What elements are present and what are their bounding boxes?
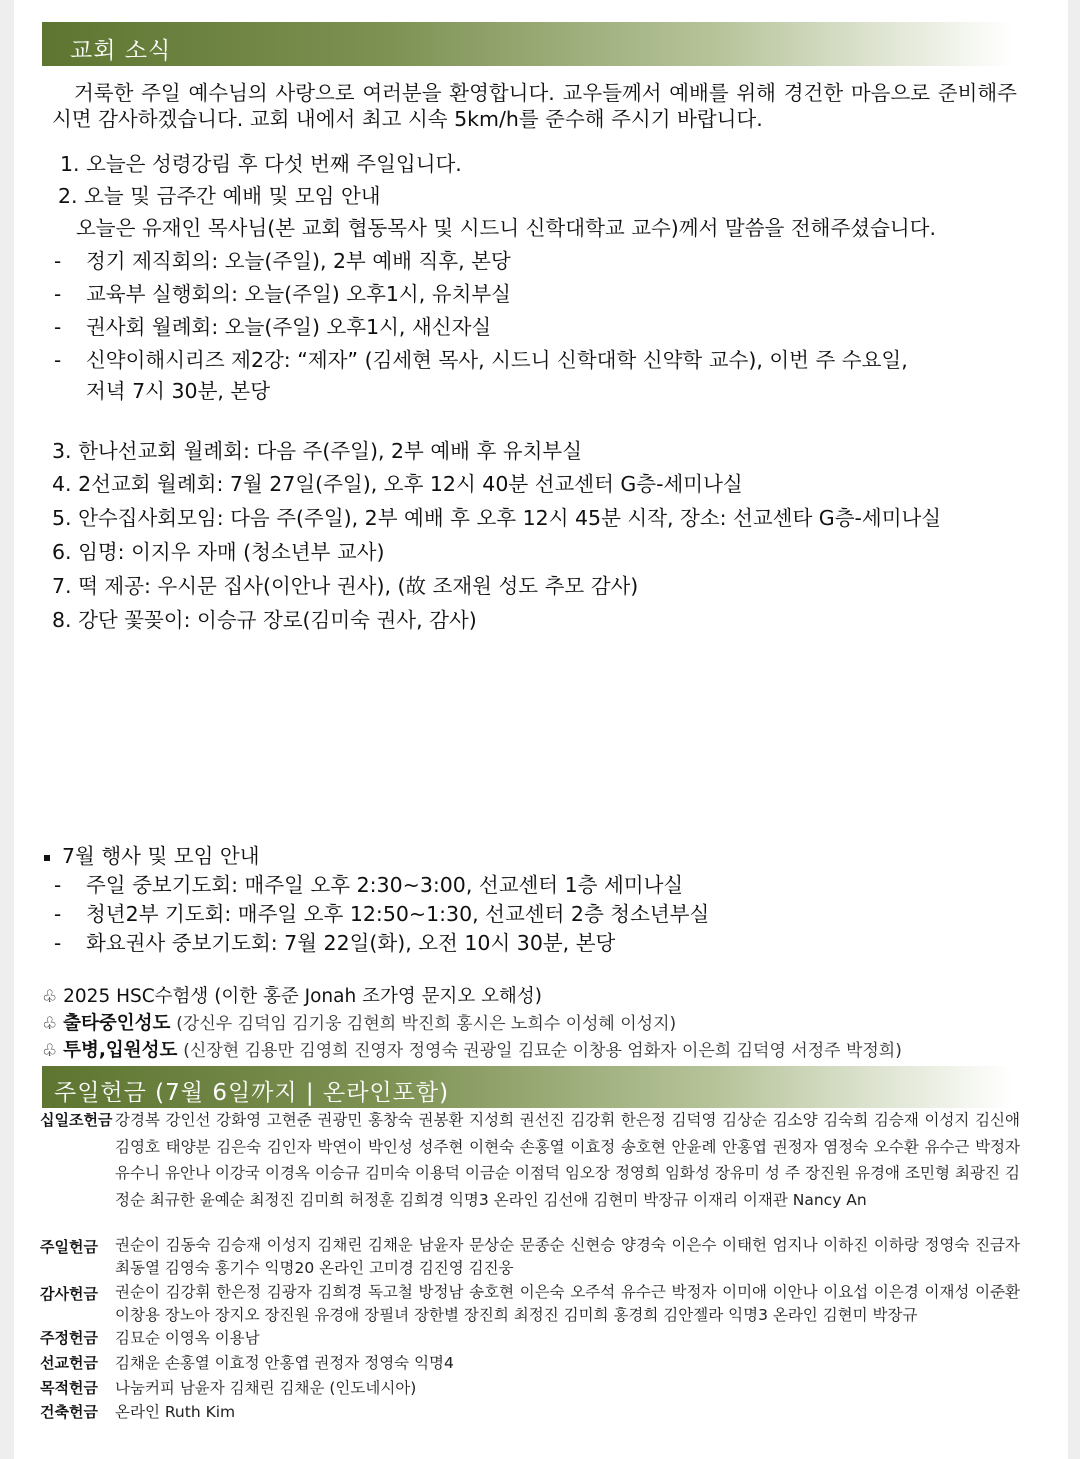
news-item-2: 2. 오늘 및 금주간 예배 및 모임 안내	[58, 184, 381, 208]
july-item-youth-prayer: 청년2부 기도회: 매주일 오후 12:50~1:30, 선교센터 2층 청소년부실	[86, 902, 710, 926]
hsc-names: (이한 홍준 Jonah 조가영 문지오 오해성)	[214, 986, 542, 1007]
sub-item-nt-series-cont: 저녁 7시 30분, 본당	[86, 379, 271, 403]
news-item-8: 8. 강단 꽃꽂이: 이승규 장로(김미숙 권사, 감사)	[52, 608, 477, 632]
hsc-label: 2025 HSC수험생	[63, 986, 209, 1007]
dash-marker: -	[54, 873, 62, 897]
hsc-students-line	[42, 984, 542, 1010]
offering-names-tithe: 강경복 강인선 강화영 고현준 권광민 홍창숙 권봉환 지성희 권선진 김강휘 한은정 김덕영 김상순 김소양 김숙희 김승재 이성지 김신애 김영호 태양분 김은숙 김인자 박연이 박인성 성주현 이현숙 손홍열 이효정 송호현 안윤례 안홍엽 권정자 염정숙 오수환 유수근 박정자 유수니 유안나 이강국 이경옥 이승규 김미숙 이용덕 이금순 이점덕 임오장 정영희 임화성 장유미 성 주 장진원 유경애 조민형 최광진 김정순 최규한 윤예순 최정진 김미희 허정훈 김희경 익명3 온라인 김선애 김현미 박장규 이재리 이재관 Nancy An	[115, 1111, 1020, 1209]
sick-members-line	[42, 1038, 902, 1064]
offering-label-sunday: 주일헌금	[40, 1238, 98, 1256]
clover-icon: ♧	[42, 1014, 58, 1034]
dash-marker: -	[54, 249, 62, 273]
july-item-sunday-prayer: 주일 중보기도회: 매주일 오후 2:30~3:00, 선교센터 1층 세미나실	[86, 873, 684, 897]
welcome-paragraph: 거룩한 주일 예수님의 사랑으로 여러분을 환영합니다. 교우들께서 예배를 위해 경건한 마음으로 준비해주시면 감사하겠습니다. 교회 내에서 최고 시속 5km/h를 준수해 주시기 바랍니다.	[52, 81, 1017, 131]
church-news-banner	[42, 22, 1012, 66]
offering-label-building: 건축헌금	[40, 1403, 98, 1421]
offering-label-tithe: 십일조헌금	[40, 1111, 113, 1129]
bullet-square	[44, 855, 50, 861]
offering-names-mission: 김채운 손홍열 이효정 안홍엽 권정자 정영숙 익명4	[115, 1354, 454, 1372]
offering-names-pledge: 김묘순 이영옥 이용남	[115, 1329, 260, 1347]
news-item-2-detail: 오늘은 유재인 목사님(본 교회 협동목사 및 시드니 신학대학교 교수)께서 말씀을 전해주셨습니다.	[76, 216, 936, 240]
july-item-tuesday-prayer: 화요권사 중보기도회: 7월 22일(화), 오전 10시 30분, 본당	[86, 931, 616, 955]
clover-icon: ♧	[42, 1041, 58, 1061]
sick-names: (신장현 김용만 김영희 진영자 정영숙 권광일 김묘순 이창용 엄화자 이은희 김덕영 서정주 박정희)	[183, 1041, 902, 1061]
offering-names-purpose: 나눔커피 남윤자 김채린 김채운 (인도네시아)	[115, 1379, 417, 1397]
offering-names-sunday: 권순이 김동숙 김승재 이성지 김채린 김채운 남윤자 문상순 문종순 신현승 양경숙 이은수 이태헌 엄지나 이하진 이하랑 정영숙 진금자 최동열 김영숙 홍기수 익명20 온라인 고미경 김진영 김진웅	[115, 1236, 1020, 1277]
sub-item-meeting: 정기 제직회의: 오늘(주일), 2부 예배 직후, 본당	[86, 249, 511, 273]
july-heading: 7월 행사 및 모임 안내	[62, 844, 260, 868]
offering-banner	[42, 1066, 1012, 1108]
sick-label: 투병,입원성도	[63, 1040, 178, 1061]
news-item-6: 6. 임명: 이지우 자매 (청소년부 교사)	[52, 540, 385, 564]
church-news-title: 교회 소식	[70, 38, 172, 64]
offering-label-mission: 선교헌금	[40, 1354, 98, 1372]
news-item-4: 4. 2선교회 월례회: 7월 27일(주일), 오후 12시 40분 선교센터 G층-세미나실	[52, 472, 743, 496]
news-item-5: 5. 안수집사회모임: 다음 주(주일), 2부 예배 후 오후 12시 45분 시작, 장소: 선교센타 G층-세미나실	[52, 506, 942, 530]
dash-marker: -	[54, 282, 62, 306]
offering-names-building: 온라인 Ruth Kim	[115, 1403, 236, 1421]
news-item-1: 1. 오늘은 성령강림 후 다섯 번째 주일입니다.	[60, 152, 462, 176]
travel-label: 출타중인성도	[63, 1013, 171, 1034]
sub-item-education: 교육부 실행회의: 오늘(주일) 오후1시, 유치부실	[86, 282, 511, 306]
clover-icon: ♧	[42, 987, 58, 1007]
offering-label-pledge: 주정헌금	[40, 1329, 98, 1347]
sub-item-deaconess: 권사회 월례회: 오늘(주일) 오후1시, 새신자실	[86, 315, 492, 339]
traveling-members-line	[42, 1011, 676, 1037]
dash-marker: -	[54, 931, 62, 955]
offering-label-thanks: 감사헌금	[40, 1285, 98, 1303]
dash-marker: -	[54, 315, 62, 339]
offering-names-thanks: 권순이 김강휘 한은정 김광자 김희경 독고철 방정남 송호현 이은숙 오주석 유수근 박정자 이미애 이안나 이요섭 이은경 이재성 이준환 이창용 장노아 장지오 장진원 유경애 장필녀 장한별 장진희 최정진 김미희 홍경희 김안젤라 익명3 온라인 김현미 박장규	[115, 1283, 1020, 1324]
dash-marker: -	[54, 348, 62, 372]
offering-label-purpose: 목적헌금	[40, 1379, 98, 1397]
travel-names: (강신우 김덕임 김기웅 김현희 박진희 홍시은 노희수 이성혜 이성지)	[176, 1014, 677, 1034]
news-item-3: 3. 한나선교회 월례회: 다음 주(주일), 2부 예배 후 유치부실	[52, 439, 583, 463]
dash-marker: -	[54, 902, 62, 926]
news-item-7: 7. 떡 제공: 우시문 집사(이안나 권사), (故 조재원 성도 추모 감사)	[52, 574, 639, 598]
sub-item-nt-series: 신약이해시리즈 제2강: “제자” (김세현 목사, 시드니 신학대학 신약학 교수), 이번 주 수요일,	[86, 348, 908, 372]
offering-title: 주일헌금 (7월 6일까지 | 온라인포함)	[54, 1080, 450, 1106]
